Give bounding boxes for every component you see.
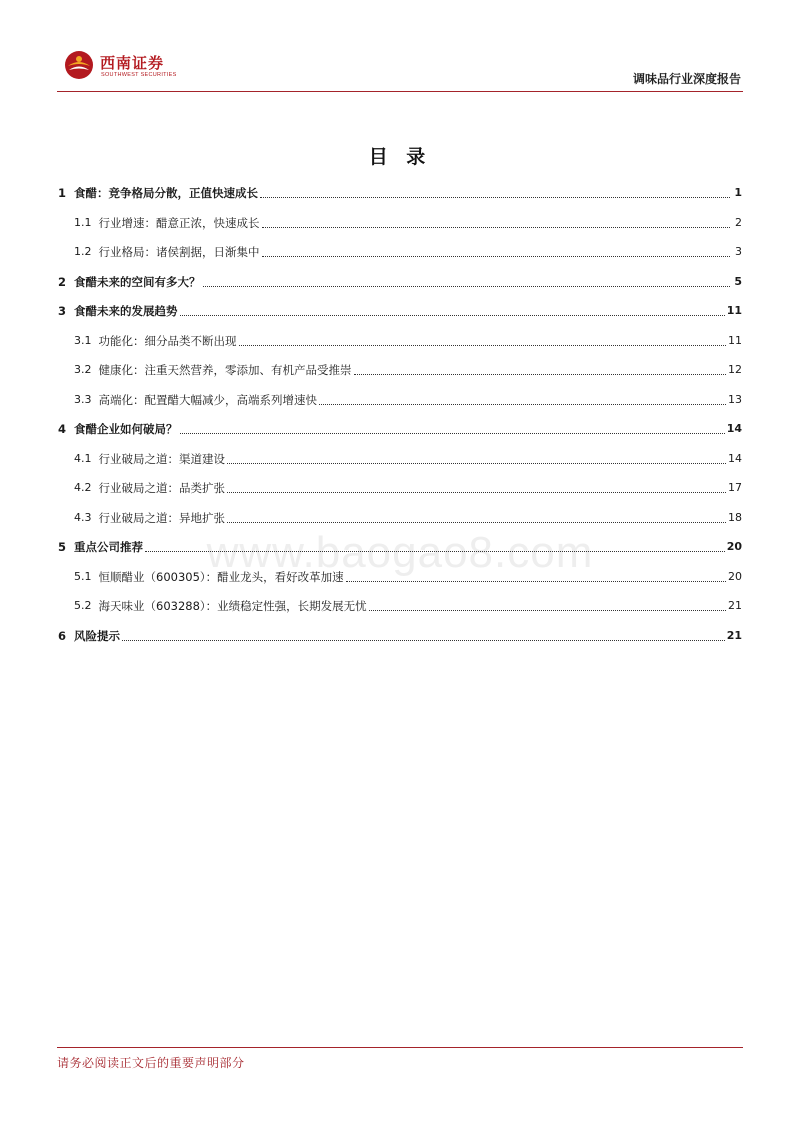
toc-entry-number: 5.1 [74,569,92,583]
toc-entry-page: 3 [735,245,742,258]
toc-entry-number: 3.1 [74,333,92,347]
toc-leader-dots [227,491,726,493]
toc-entry-page: 21 [728,599,742,612]
toc-leader-dots [260,196,730,198]
toc-leader-dots [262,226,731,228]
toc-entry-number: 5.2 [74,599,92,612]
toc-entry-page: 20 [726,540,742,553]
toc-entry[interactable] [58,417,742,437]
toc-entry-number: 4.2 [74,481,92,494]
toc-leader-dots [203,285,730,287]
toc-entry[interactable] [58,358,742,378]
toc-entry-page: 14 [726,422,742,435]
toc-entry-page: 5 [734,274,742,288]
toc-entry[interactable] [58,476,742,496]
toc-entry-number: 4.3 [74,510,92,524]
toc-leader-dots [262,255,731,257]
toc-entry-title: 海天味业（603288）：业绩稳定性强，长期发展无忧 [98,599,367,613]
toc-entry[interactable] [58,447,742,467]
toc-entry[interactable] [58,388,742,408]
toc-entry-number: 3 [58,304,67,318]
toc-entry-title: 风险提示 [74,628,121,643]
toc-entry-number: 6 [58,628,67,643]
toc-entry-title: 食醋企业如何破局？ [74,422,178,436]
toc-entry-page: 18 [728,510,742,524]
toc-entry-title: 行业增速：醋意正浓，快速成长 [98,215,260,230]
toc-entry-number: 3.2 [74,363,92,376]
toc-entry-title: 食醋：竞争格局分散，正值快速成长 [74,186,259,200]
toc-entry-title: 恒顺醋业（600305）：醋业龙头，看好改革加速 [98,569,344,584]
toc-leader-dots [319,403,726,405]
toc-entry[interactable] [58,211,742,231]
toc-entry-page: 14 [728,451,742,465]
toc-entry-page: 11 [726,304,742,317]
toc-entry-number: 4 [58,422,67,436]
toc-entry-title: 食醋未来的发展趋势 [74,304,178,318]
toc-leader-dots [145,550,725,552]
report-type: 调味品行业深度报告 [632,72,741,86]
toc-leader-dots [227,462,726,464]
toc-entry-page: 11 [728,333,742,347]
toc-entry[interactable] [58,329,742,349]
toc-leader-dots [180,314,725,316]
toc-entry[interactable] [58,565,742,585]
company-logo [63,49,193,81]
toc-leader-dots [180,432,725,434]
toc-entry[interactable] [58,594,742,614]
watermark: www.baogao8.com [206,528,594,577]
toc-entry[interactable] [58,535,742,555]
toc-entry-title: 食醋未来的空间有多大？ [74,274,201,289]
footer-disclaimer: 请务必阅读正文后的重要声明部分 [57,1056,245,1070]
toc-entry[interactable] [58,240,742,260]
logo-cn-text: 西南证券 [100,54,165,72]
toc-leader-dots [354,373,727,375]
toc-entry-title: 行业破局之道：异地扩张 [98,510,225,525]
toc-leader-dots [227,521,726,523]
toc-leader-dots [239,344,727,346]
toc-entry-number: 1.2 [74,245,92,258]
toc-title: 目 录 [368,146,432,168]
toc-entry-number: 1.1 [74,215,92,229]
toc-entry-page: 1 [734,186,742,199]
toc-entry-page: 17 [728,481,742,494]
toc-entry[interactable] [58,624,742,644]
toc-entry[interactable] [58,270,742,290]
toc-entry-title: 行业破局之道：渠道建设 [98,451,225,466]
toc-entry-title: 功能化：细分品类不断出现 [98,333,237,348]
toc-entry-page: 12 [728,363,742,376]
toc-entry-title: 行业格局：诸侯割据，日渐集中 [98,245,260,259]
page-header [57,46,743,92]
toc-leader-dots [369,609,726,611]
toc-entry-number: 2 [58,274,67,289]
logo-en-text: SOUTHWEST SECURITIES [101,72,177,78]
toc-entry[interactable] [58,299,742,319]
toc-entry-number: 4.1 [74,451,92,465]
toc-entry-page: 2 [735,215,742,229]
toc-entry-number: 1 [58,186,67,200]
toc-entry-page: 13 [728,392,742,406]
toc-entry-page: 21 [726,628,742,642]
toc-entry-title: 重点公司推荐 [74,540,144,554]
toc-entry-number: 5 [58,540,67,554]
toc-entry-title: 行业破局之道：品类扩张 [98,481,225,495]
logo-emblem-icon [63,49,95,81]
toc-entry[interactable] [58,181,742,201]
toc-entry-title: 健康化：注重天然营养，零添加、有机产品受推崇 [98,363,352,377]
toc-entry[interactable] [58,506,742,526]
toc-entry-number: 3.3 [74,392,92,406]
toc-entry-page: 20 [728,569,742,583]
toc-leader-dots [346,580,726,582]
page-footer [57,1047,743,1071]
toc-entry-title: 高端化：配置醋大幅减少，高端系列增速快 [98,392,317,407]
toc-leader-dots [122,639,725,641]
